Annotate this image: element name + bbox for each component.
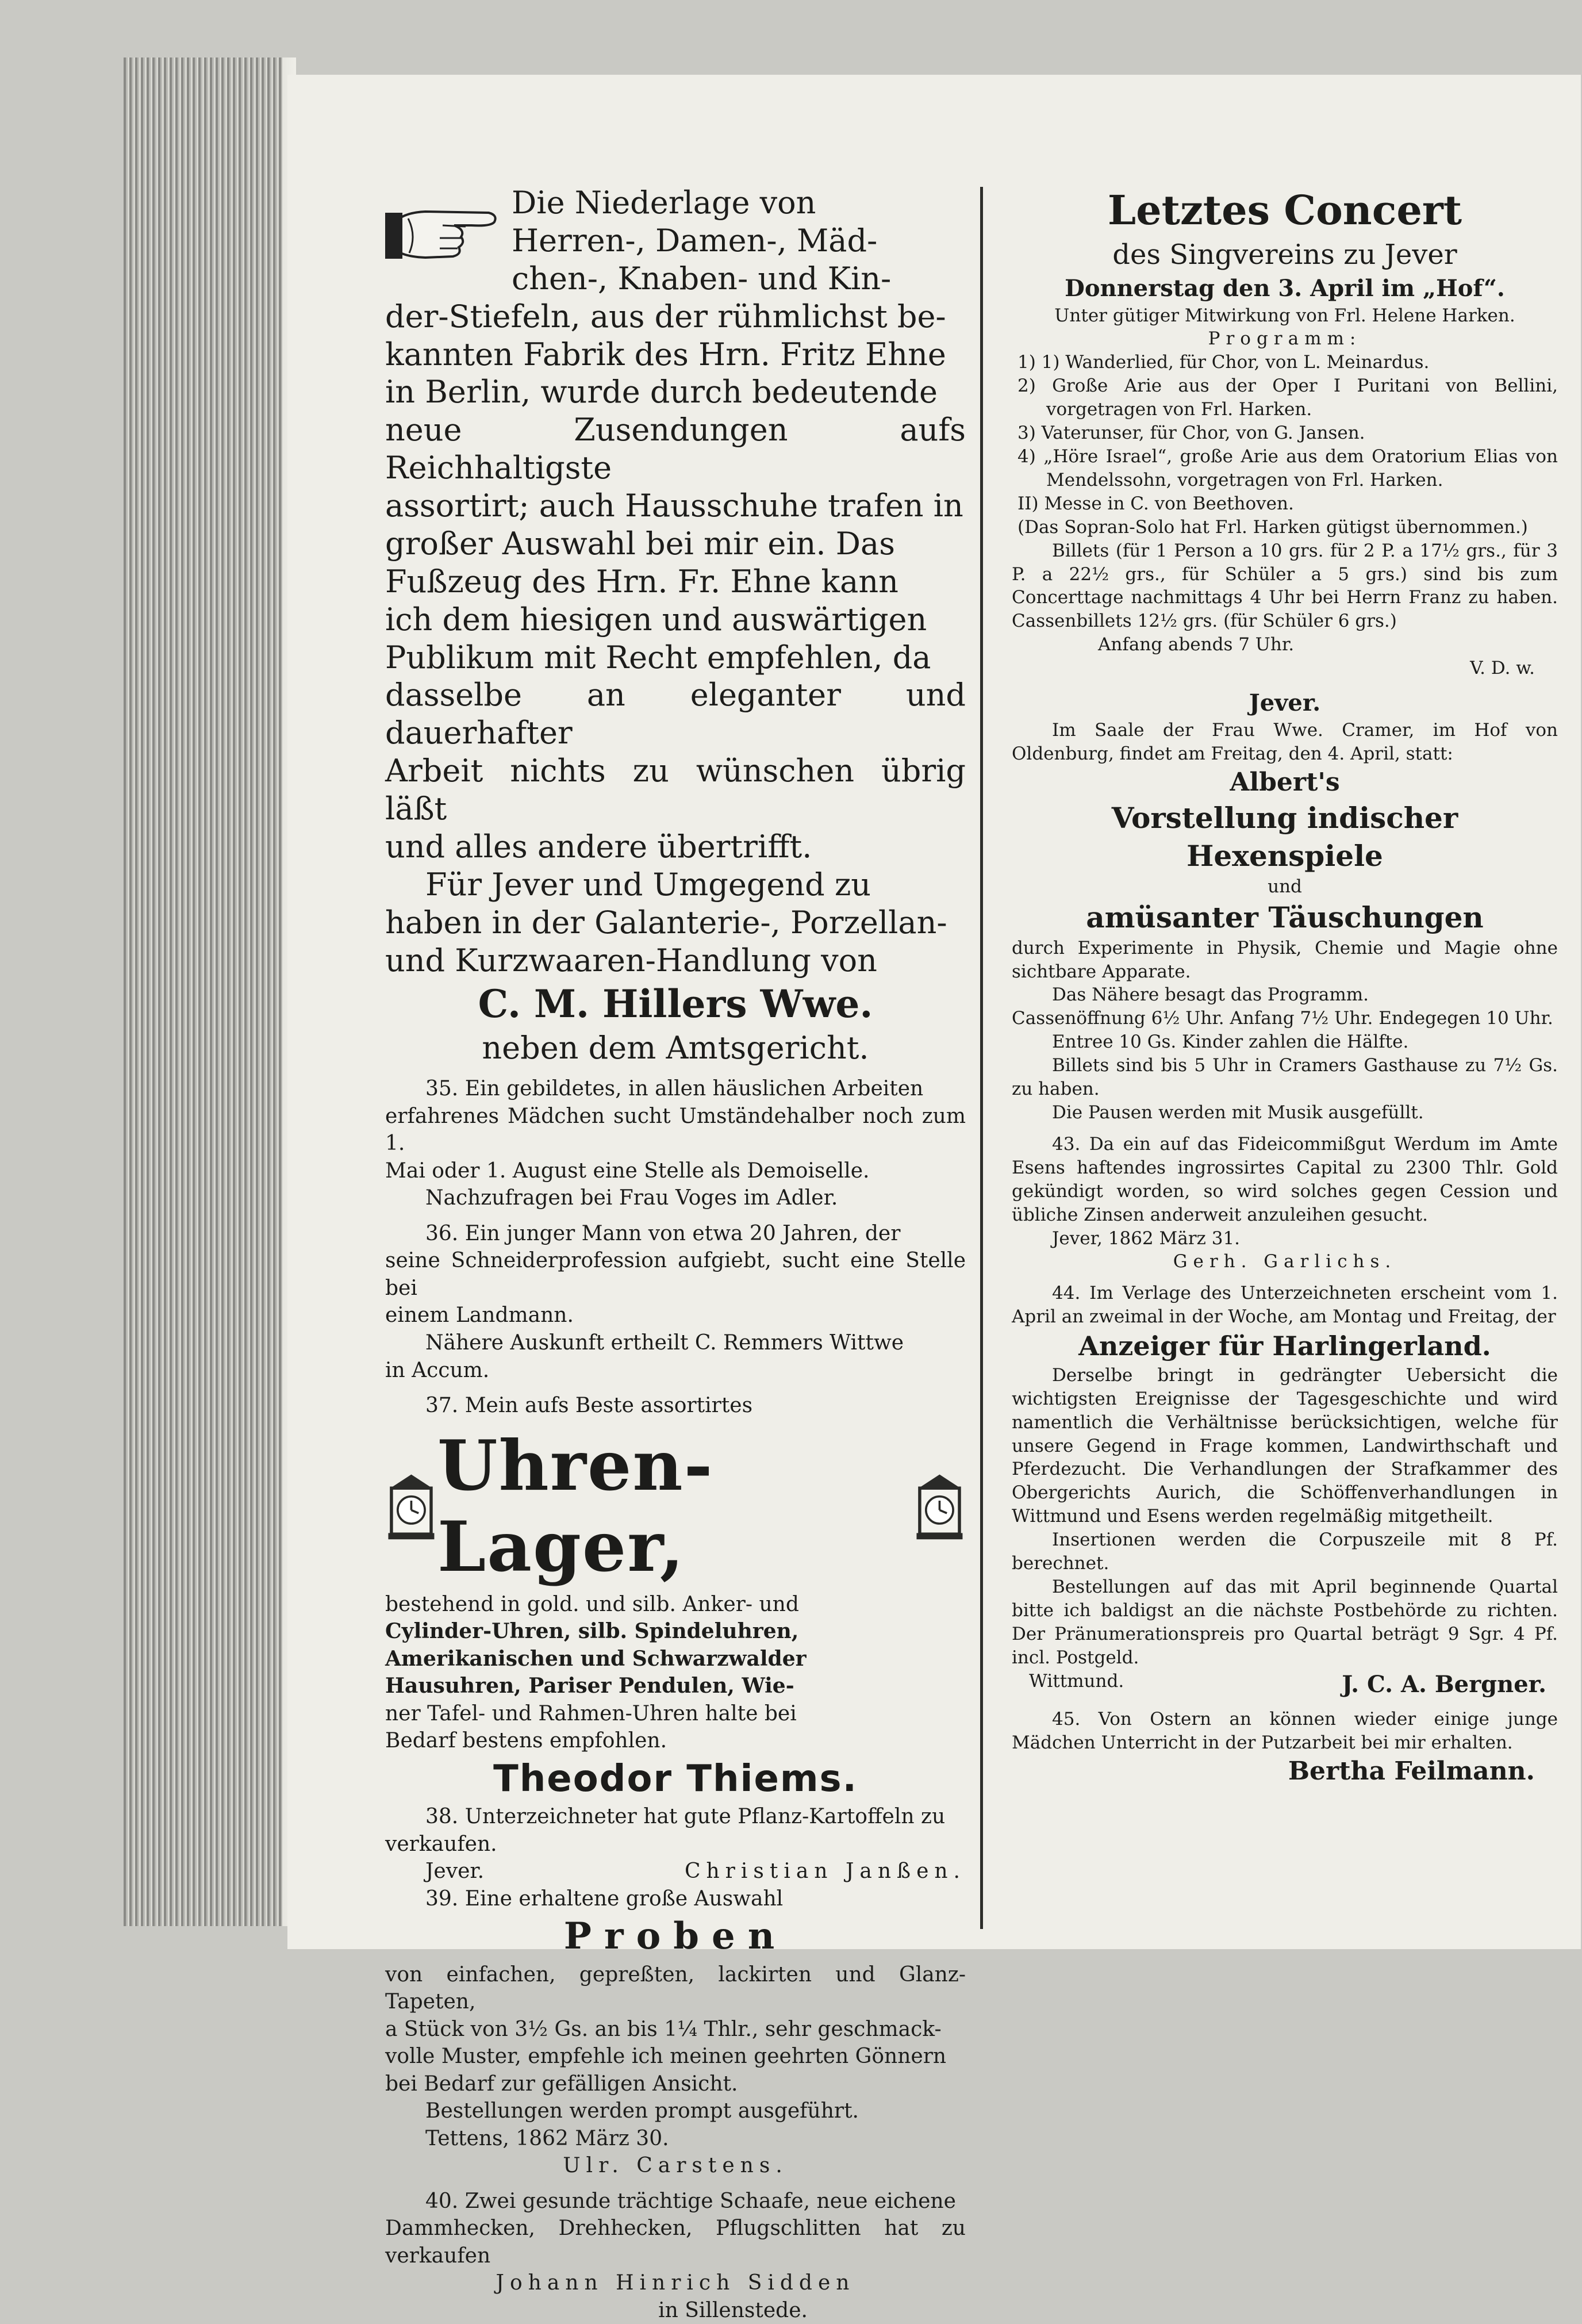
ad-39 bbox=[385, 1885, 966, 2180]
ad39-line: Bestellungen werden prompt ausgeführt. bbox=[425, 2099, 859, 2123]
albert-line: Billets sind bis 5 Uhr in Cramers Gasthause zu 7½ Gs. zu haben. bbox=[1012, 1055, 1558, 1100]
ad39-line: bei Bedarf zur gefälligen Ansicht. bbox=[385, 2072, 738, 2096]
ad39-intro: 39. Eine erhaltene große Auswahl bbox=[425, 1886, 784, 1911]
ad38-line: 38. Unterzeichneter hat gute Pflanz-Kartoffeln zu bbox=[425, 1805, 946, 1829]
ad43-signature: Gerh. Garlichs. bbox=[1173, 1251, 1397, 1272]
clock-icon bbox=[913, 1469, 966, 1544]
ad39-line: a Stück von 3½ Gs. an bis 1¼ Thlr., sehr geschmack- bbox=[385, 2017, 942, 2041]
left-column bbox=[385, 184, 966, 2324]
ad39-line: Tettens, 1862 März 30. bbox=[425, 2126, 669, 2150]
concert-subtitle: des Singvereins zu Jever bbox=[1112, 239, 1457, 271]
column-divider bbox=[980, 187, 983, 1929]
ad37-intro: 37. Mein aufs Beste assortirtes bbox=[425, 1394, 753, 1418]
pointing-hand-icon bbox=[385, 190, 500, 276]
ad44-signature: J. C. A. Bergner. bbox=[1342, 1670, 1546, 1698]
ehne-line: und alles andere übertrifft. bbox=[385, 828, 812, 865]
albert-name: Albert's bbox=[1230, 767, 1340, 797]
ad45-signature: Bertha Feilmann. bbox=[1288, 1757, 1535, 1786]
albert-intro: Im Saale der Frau Wwe. Cramer, im Hof von Oldenburg, findet am Freitag, den 4. April, statt: bbox=[1012, 719, 1558, 764]
ad-38 bbox=[385, 1803, 966, 1885]
ad-43 bbox=[1012, 1133, 1558, 1274]
ad37-line: Hausuhren, Pariser Pendulen, Wie- bbox=[385, 1674, 794, 1698]
right-column bbox=[1012, 184, 1558, 1788]
proben-title: Proben bbox=[563, 1915, 788, 1958]
book-page-edges bbox=[124, 57, 296, 1926]
ehne-signature: C. M. Hillers Wwe. bbox=[478, 981, 873, 1027]
ad44-text: Derselbe bringt in gedrängter Uebersicht die wichtigsten Ereignisse der Tagesgeschichte und wird namentlich die Verhältnisse berücksichtigen, welche für unsere Gegend in Frage kommen, Landwirthschaft und Pferdezucht. Die Verhandlungen der Strafkammer des Obergerichts Aurich, die Schöffenverhandlungen in Wittmund und Esens werden regelmäßig mitgetheilt. bbox=[1012, 1364, 1558, 1527]
ehne-line: Fußzeug des Hrn. Fr. Ehne kann bbox=[385, 563, 898, 600]
ad37-line: bestehend in gold. und silb. Anker- und bbox=[385, 1592, 799, 1616]
ad40-line: Dammhecken, Drehhecken, Pflugschlitten hat zu verkaufen bbox=[385, 2216, 966, 2268]
ehne-line: Arbeit nichts zu wünschen übrig läßt bbox=[385, 753, 966, 827]
concert-ad bbox=[1012, 184, 1558, 680]
ad35-line: Mai oder 1. August eine Stelle als Demoiselle. bbox=[385, 1159, 870, 1183]
program-item: II) Messe in C. von Beethoven. bbox=[1017, 493, 1294, 514]
ehne-line: haben in der Galanterie-, Porzellan- bbox=[385, 904, 947, 941]
ehne-line: und Kurzwaaren-Handlung von bbox=[385, 942, 877, 979]
ehne-line: in Berlin, wurde durch bedeutende bbox=[385, 374, 938, 411]
ad-37 bbox=[385, 1392, 966, 1803]
ehne-line: Die Niederlage von bbox=[512, 185, 816, 221]
ad-45 bbox=[1012, 1708, 1558, 1788]
ad37-line: Amerikanischen und Schwarzwalder bbox=[385, 1646, 807, 1671]
ad38-signature: Christian Janßen. bbox=[684, 1859, 966, 1884]
albert-und: und bbox=[1268, 876, 1302, 897]
albert-title: Vorstellung indischer Hexenspiele bbox=[1111, 800, 1458, 873]
ad36-line: Nähere Auskunft ertheilt C. Remmers Wittwe bbox=[425, 1331, 904, 1355]
ad37-line: Cylinder-Uhren, silb. Spindeluhren, bbox=[385, 1619, 799, 1644]
ehne-line: Für Jever und Umgegend zu bbox=[425, 866, 871, 903]
albert-desc: durch Experimente in Physik, Chemie und Magie ohne sichtbare Apparate. bbox=[1012, 937, 1558, 982]
ehne-line: assortirt; auch Hausschuhe trafen in bbox=[385, 488, 963, 524]
ad36-line: einem Landmann. bbox=[385, 1303, 574, 1328]
ehne-line: neue Zusendungen aufs Reichhaltigste bbox=[385, 412, 966, 486]
program-item: 4) „Höre Israel“, große Arie aus dem Oratorium Elias von Mendelssohn, vorgetragen von Frl. Harken. bbox=[1017, 446, 1558, 490]
ad43-text: 43. Da ein auf das Fideicommißgut Werdum im Amte Esens haftendes ingrossirtes Capital zu 2300 Thlr. Gold gekündigt worden, so wird solches gegen Cession und übliche Zinsen anderweit anzuleihen gesucht. bbox=[1012, 1133, 1558, 1225]
concert-date: Donnerstag den 3. April im „Hof“. bbox=[1065, 274, 1505, 302]
ehne-line: Publikum mit Recht empfehlen, da bbox=[385, 639, 931, 676]
uhren-lager-title: Uhren-Lager, bbox=[437, 1425, 714, 1587]
ehne-line: dasselbe an eleganter und dauerhafter bbox=[385, 677, 966, 751]
ad-40 bbox=[385, 2188, 966, 2324]
ad-36 bbox=[385, 1220, 966, 1384]
ad-44 bbox=[1012, 1282, 1558, 1700]
ad40-signature: Johann Hinrich Sidden bbox=[496, 2271, 855, 2295]
ad-ehne bbox=[385, 184, 966, 1067]
concert-start: Anfang abends 7 Uhr. bbox=[1098, 634, 1295, 655]
ehne-line: Herren-, Damen-, Mäd- bbox=[512, 222, 878, 259]
program-label: Programm: bbox=[1208, 328, 1362, 350]
ad43-date: Jever, 1862 März 31. bbox=[1052, 1228, 1241, 1249]
ad45-text: 45. Von Ostern an können wieder einige junge Mädchen Unterricht in der Putzarbeit bei mir erhalten. bbox=[1012, 1709, 1558, 1754]
ehne-line: chen-, Knaben- und Kin- bbox=[512, 260, 892, 297]
concert-sign: V. D. w. bbox=[1470, 658, 1535, 679]
program-item: (Das Sopran-Solo hat Frl. Harken gütigst übernommen.) bbox=[1017, 516, 1528, 538]
program-item: 1) 1) Wanderlied, für Chor, von L. Meinardus. bbox=[1017, 352, 1430, 373]
ad44-title: Anzeiger für Harlingerland. bbox=[1078, 1330, 1491, 1362]
ehne-line: der-Stiefeln, aus der rühmlichst be- bbox=[385, 298, 946, 335]
ad38-place: Jever. bbox=[425, 1859, 485, 1884]
ad35-line: Nachzufragen bei Frau Voges im Adler. bbox=[425, 1186, 838, 1210]
ad35-line: erfahrenes Mädchen sucht Umständehalber noch zum 1. bbox=[385, 1104, 966, 1156]
thiems-signature: Theodor Thiems. bbox=[493, 1757, 858, 1800]
concert-title: Letztes Concert bbox=[1107, 186, 1462, 234]
ad36-line: 36. Ein junger Mann von etwa 20 Jahren, der bbox=[425, 1221, 901, 1245]
ad-35 bbox=[385, 1075, 966, 1212]
ad40-line: 40. Zwei gesunde trächtige Schaafe, neue eichene bbox=[425, 2189, 956, 2213]
ehne-location: neben dem Amtsgericht. bbox=[482, 1030, 869, 1067]
ehne-line: kannten Fabrik des Hrn. Fritz Ehne bbox=[385, 336, 946, 373]
ad38-line: verkaufen. bbox=[385, 1832, 497, 1856]
albert-line: Cassenöffnung 6½ Uhr. Anfang 7½ Uhr. Endegegen 10 Uhr. bbox=[1012, 1008, 1553, 1029]
albert-ad bbox=[1012, 688, 1558, 1125]
ad37-line: ner Tafel- und Rahmen-Uhren halte bei bbox=[385, 1701, 797, 1725]
ad37-line: Bedarf bestens empfohlen. bbox=[385, 1729, 667, 1753]
albert-place: Jever. bbox=[1249, 689, 1321, 717]
ehne-line: großer Auswahl bei mir ein. Das bbox=[385, 525, 895, 562]
albert-line: Das Nähere besagt das Programm. bbox=[1052, 984, 1369, 1006]
clock-icon bbox=[385, 1469, 437, 1544]
ad36-line: seine Schneiderprofession aufgiebt, sucht eine Stelle bei bbox=[385, 1249, 966, 1300]
ad40-place: in Sillenstede. bbox=[658, 2298, 808, 2322]
albert-line: Die Pausen werden mit Musik ausgefüllt. bbox=[1052, 1102, 1424, 1123]
ad44-place: Wittmund. bbox=[1029, 1670, 1124, 1692]
ad44-text3: Bestellungen auf das mit April beginnende Quartal bitte ich baldigst an die nächste Postbehörde zu richten. Der Pränumerationspreis pro Quartal beträgt 9 Sgr. 4 Pf. incl. Postgeld. bbox=[1012, 1577, 1558, 1668]
ad44-intro: 44. Im Verlage des Unterzeichneten erscheint vom 1. April an zweimal in der Woche, am Montag und Freitag, der bbox=[1012, 1283, 1558, 1328]
ad44-text2: Insertionen werden die Corpuszeile mit 8 Pf. berechnet. bbox=[1012, 1529, 1558, 1574]
ad36-line: in Accum. bbox=[385, 1358, 490, 1382]
ad39-line: volle Muster, empfehle ich meinen geehrten Gönnern bbox=[385, 2045, 947, 2069]
ad39-line: von einfachen, gepreßten, lackirten und Glanz-Tapeten, bbox=[385, 1962, 966, 2014]
program-item: 2) Große Arie aus der Oper I Puritani von Bellini, vorgetragen von Frl. Harken. bbox=[1017, 375, 1558, 420]
concert-support: Unter gütiger Mitwirkung von Frl. Helene Harken. bbox=[1054, 305, 1515, 326]
program-item: 3) Vaterunser, für Chor, von G. Jansen. bbox=[1017, 423, 1365, 444]
ehne-line: ich dem hiesigen und auswärtigen bbox=[385, 601, 927, 638]
albert-title2: amüsanter Täuschungen bbox=[1086, 900, 1484, 934]
ad39-signature: Ulr. Carstens. bbox=[563, 2154, 788, 2178]
concert-tickets: Billets (für 1 Person a 10 grs. für 2 P. a 17½ grs., für 3 P. a 22½ grs., für Schüler a 5 grs.) sind bis zum Concerttage nachmittags 4 Uhr bei Herrn Franz zu haben. Cassenbillets 12½ grs. (für Schüler 6 grs.) bbox=[1012, 540, 1558, 632]
albert-line: Entree 10 Gs. Kinder zahlen die Hälfte. bbox=[1052, 1031, 1409, 1053]
ad35-line: 35. Ein gebildetes, in allen häuslichen Arbeiten bbox=[425, 1077, 924, 1101]
